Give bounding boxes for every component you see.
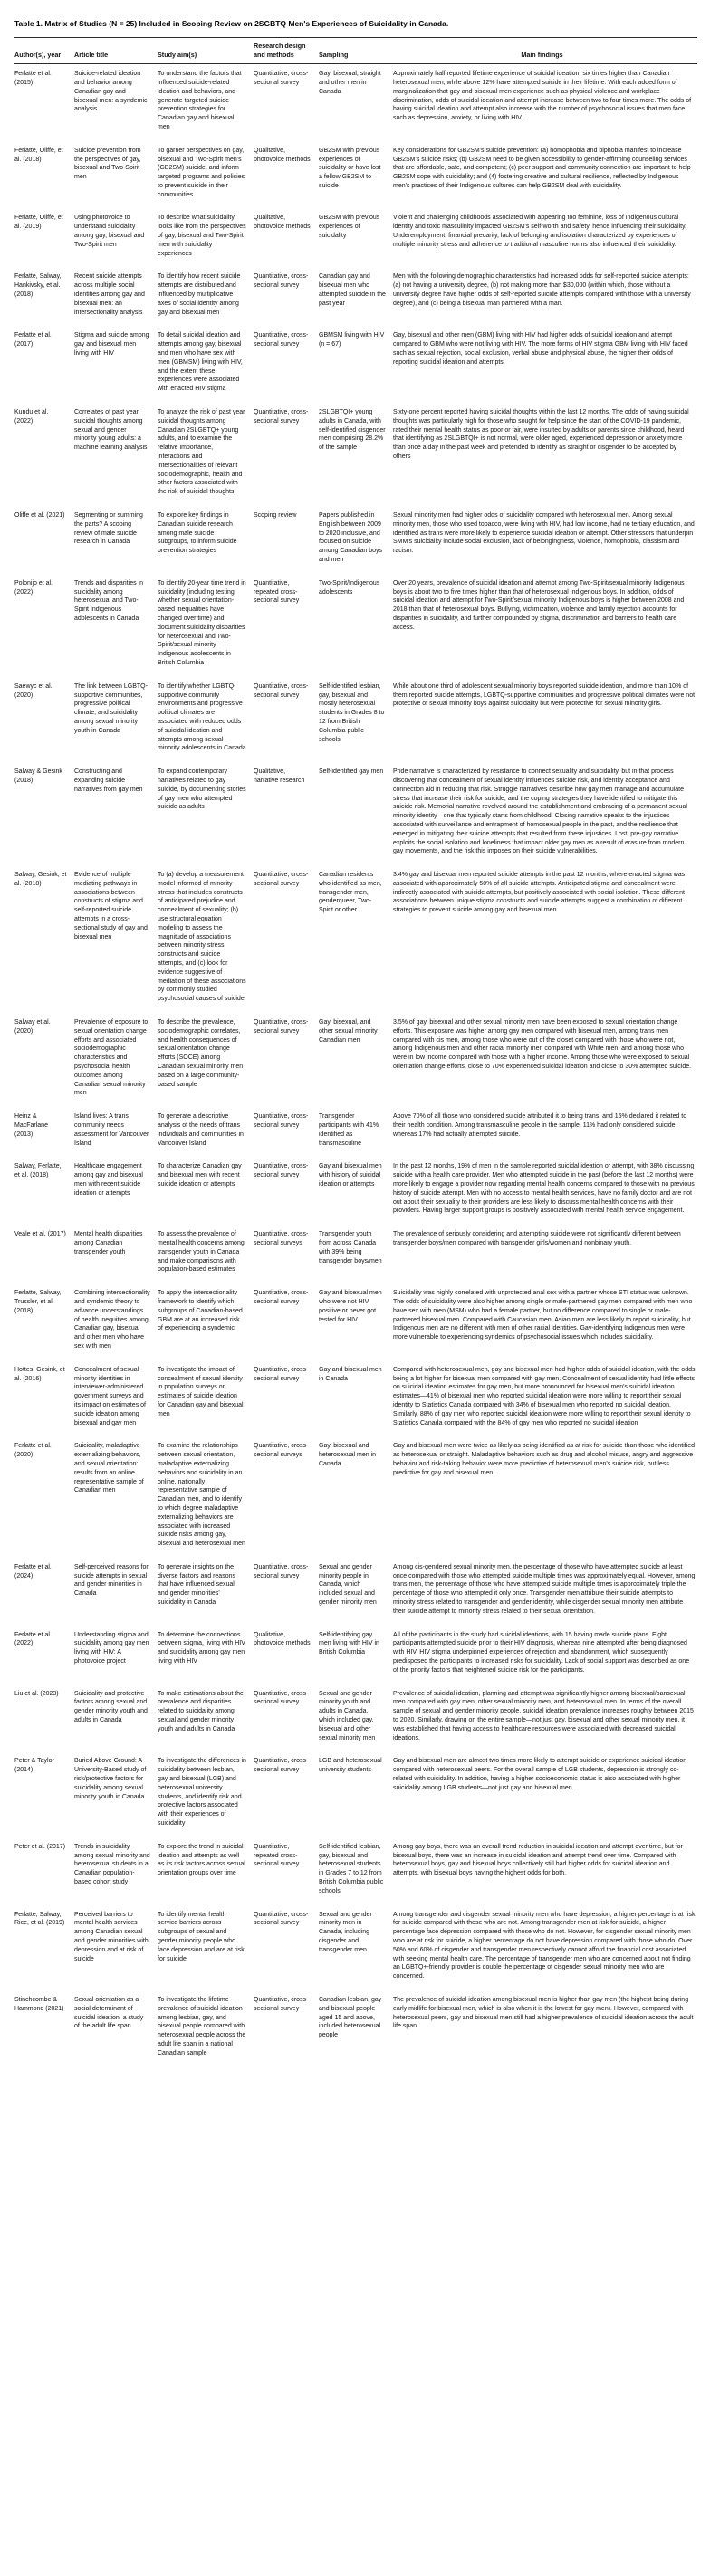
main-findings-cell: Over 20 years, prevalence of suicidal ideation and attempt among Two-Spirit/sexual minority Indigenous boys is about two to five times higher than that of heterosexual Indigenous boys. In addition, odds of suicidal ideation and attempt for Two-Spirit/sexual minority Indigenous boys is higher between 2008 and 2018 than that of heterosexual boys. Bullying, victimization, violence and family rejection accounts for disparities in suicidality, and further compounded by stigma, discrimination and barriers to health care access.	[393, 579, 685, 631]
article-title-cell: Stigma and suicide among gay and bisexual men living with HIV	[74, 332, 149, 358]
table-row	[14, 267, 697, 326]
study-aim-cell: To generate a descriptive analysis of the needs of trans individuals and communities in Vancouver Island	[158, 1113, 244, 1147]
study-aim-cell: To determine the connections between stigma, living with HIV and suicidality among gay men living with HIV	[158, 1631, 245, 1665]
article-title-cell: Segmenting or summing the parts? A scoping review of male suicide research in Canada	[74, 512, 143, 546]
sampling-cell: Gay, bisexual, and other sexual minority Canadian men	[319, 1019, 378, 1044]
author-year-cell: Ferlatte, Salway, Rice, et al. (2019)	[14, 1911, 65, 1927]
table-caption	[14, 19, 697, 29]
article-title-cell: Suicidality and protective factors among sexual and gender minority youth and adults in Canada	[74, 1690, 148, 1724]
table-row	[14, 1283, 697, 1360]
table-row	[14, 1107, 697, 1157]
sampling-cell: Canadian lesbian, gay and bisexual people aged 15 and above, included heterosexual people	[319, 1996, 382, 2039]
study-aim-cell: To characterize Canadian gay and bisexual men with recent suicide ideation or attempts	[158, 1163, 242, 1188]
author-year-cell: Saewyc et al. (2020)	[14, 682, 53, 699]
column-header-sampling: Sampling	[319, 37, 393, 63]
column-header-main-findings: Main findings	[393, 37, 697, 63]
study-aim-cell: To identify 20-year time trend in suicidality (including testing whether sexual orientation-based inequalities have changed over time) and document suicidality disparities for heterosexual and Two-Spirit/sexual minority Indigenous adolescents in British Columbia	[158, 579, 246, 666]
sampling-cell: Sexual and gender minority youth and adults in Canada, which included gay, bisexual and other sexual minority men	[319, 1690, 376, 1741]
table-header-row	[14, 37, 697, 63]
article-title-cell: Evidence of multiple mediating pathways in associations between constructs of stigma and self-reported suicide attempts in a cross-sectional study of gay and bisexual men	[74, 872, 148, 940]
author-year-cell: Ferlatte et al. (2017)	[14, 332, 52, 348]
main-findings-cell: In the past 12 months, 19% of men in the sample reported suicidal ideation or attempt, with 38% discussing suicide with a health care provider. Men who attempted suicide in the past (before the last 12 months) were more likely to engage a provider now regarding mental health concerns compared to those with no previous history of suicide attempt. Men with no access to mental health services, have no family doctor and are not out about their sexuality to their providers are less likely to discuss mental health concerns with their providers. Having larger support groups is positively associated with mental health service engagement.	[393, 1163, 695, 1215]
article-title-cell: Trends in suicidality among sexual minority and heterosexual students in a Canadian population-based cohort study	[74, 1843, 150, 1885]
author-year-cell: Ferlatte, Salway, Hankivsky, et al. (2018)	[14, 273, 62, 299]
article-title-cell: Sexual orientation as a social determinant of suicidal ideation: a study of the adult life span	[74, 1996, 144, 2030]
sampling-cell: Gay, bisexual, straight and other men in Canada	[319, 71, 381, 95]
study-aim-cell: To detail suicidal ideation and attempts among gay, bisexual and men who have sex with men (GBMSM) living with HIV, and the extent these experiences were associated with enacted HIV stigma	[158, 332, 243, 393]
study-aim-cell: To describe the prevalence, sociodemographic correlates, and health consequences of sexual orientation change efforts (SOCE) among Canadian sexual minority men based on a large community-based sample	[158, 1019, 244, 1088]
study-aim-cell: To investigate the differences in suicidality between lesbian, gay and bisexual (LGB) and heterosexual university students, and identify risk and protective factors associated with their experiences of suicidality	[158, 1758, 246, 1827]
article-title-cell: Trends and disparities in suicidality among heterosexual and Two-Spirit Indigenous adolescents in Canada	[74, 579, 144, 622]
author-year-cell: Salway, Gesink, et al. (2018)	[14, 872, 67, 887]
article-title-cell: Correlates of past year suicidal thoughts among sexual and gender minority young adults: a machine learning analysis	[74, 409, 148, 452]
main-findings-cell: The prevalence of seriously considering and attempting suicide were not significantly different between transgender boys/men compared with transgender girls/women and nonbinary youth.	[393, 1231, 681, 1246]
table-row	[14, 1837, 697, 1905]
table-body	[14, 64, 697, 2067]
sampling-cell: Papers published in English between 2009 to 2020 inclusive, and focused on suicide among Canadian boys and men	[319, 512, 383, 563]
design-methods-cell: Quantitative, cross-sectional survey	[254, 71, 309, 86]
author-year-cell: Veale et al. (2017)	[14, 1231, 66, 1238]
sampling-cell: GBMSM living with HIV (n = 67)	[319, 332, 385, 348]
author-year-cell: Salway et al. (2020)	[14, 1019, 51, 1035]
study-aim-cell: To (a) develop a measurement model informed of minority stress that includes constructs of anticipated prejudice and concealment of sexuality; (b) use structural equation modeling to assess the magnitude of associations between minority stress constructs and suicide attempts, and (c) look for evidence suggestive of mediation of these associations by commonly studied psychosocial causes of suicide	[158, 872, 246, 1003]
article-title-cell: Island lives: A trans community needs assessment for Vancouver Island	[74, 1113, 149, 1147]
design-methods-cell: Quantitative, cross-sectional survey	[254, 872, 309, 887]
table-row	[14, 64, 697, 141]
design-methods-cell: Quantitative, cross-sectional surveys	[254, 1443, 309, 1459]
design-methods-cell: Quantitative, cross-sectional survey	[254, 409, 309, 425]
design-methods-cell: Quantitative, cross-sectional survey	[254, 1290, 309, 1305]
table-row	[14, 1626, 697, 1684]
column-header-study-aims: Study aim(s)	[158, 37, 254, 63]
main-findings-cell: Gay, bisexual and other men (GBM) living with HIV had higher odds of suicidal ideation and attempt compared to GBM who were not living with HIV. The more forms of HIV stigma GBM living with HIV faced such as sexual rejection, social exclusion, verbal abuse and physical abuse, the higher their odds of reporting suicidal ideation and attempts.	[393, 332, 688, 366]
table-row	[14, 1751, 697, 1837]
article-title-cell: Using photovoice to understand suicidality among gay, bisexual and Two-Spirit men	[74, 215, 145, 248]
design-methods-cell: Quantitative, cross-sectional survey	[254, 273, 309, 290]
study-aim-cell: To analyze the risk of past year suicidal thoughts among Canadian 2SLGBTQ+ young adults, and to examine the relative importance, interactions and intersectionalities of relevant sociodemographic, health and other factors associated with the risk of suicidal thoughts	[158, 409, 245, 496]
sampling-cell: Gay and bisexual men with history of suicidal ideation or attempts	[319, 1163, 382, 1188]
sampling-cell: Sexual and gender minority people in Canada, which included sexual and gender minority men	[319, 1563, 377, 1607]
article-title-cell: The link between LGBTQ-supportive communities, progressive political climate, and suicidality among sexual minority youth in Canada	[74, 682, 148, 734]
sampling-cell: GB2SM with previous experiences of suicidality	[319, 215, 380, 240]
table-row	[14, 1360, 697, 1437]
main-findings-cell: Violent and challenging childhoods associated with appearing too feminine, loss of Indigenous cultural identity and toxic masculinity impacted GB2SM's self-worth and safety, hence influencing their suicidality. Underemployment, financial precarity, lack of belonging and isolation characterized by experiences of multiple minority stress and adherence to traditional masculine norms also influenced their suicidality.	[393, 215, 687, 248]
table-title: Matrix of Studies (N = 25) Included in Scoping Review on 2SGBTQ Men's Experiences of Suicidality in Canada.	[44, 18, 449, 28]
table-row	[14, 403, 697, 506]
design-methods-cell: Quantitative, cross-sectional survey	[254, 682, 309, 699]
table-row	[14, 1990, 697, 2067]
author-year-cell: Ferlatte et al. (2024)	[14, 1563, 52, 1579]
article-title-cell: Suicide-related ideation and behavior among Canadian gay and bisexual men: a syndemic analysis	[74, 71, 148, 113]
study-aim-cell: To understand the factors that influenced suicide-related ideation and behaviors, and generate targeted suicide prevention strategies for Canadian gay and bisexual men	[158, 71, 242, 130]
table-row	[14, 208, 697, 267]
sampling-cell: GB2SM with previous experiences of suicidality or have lost a fellow GB2SM to suicide	[319, 147, 381, 189]
design-methods-cell: Quantitative, cross-sectional survey	[254, 1758, 309, 1774]
main-findings-cell: Pride narrative is characterized by resistance to connect sexuality and suicidality, but in that process discovering that concealment of sexual identity influences suicide risk, and identity acceptance and connection aid in reducing that risk. Struggle narratives describe how gay men manage and accumulate stress that increase their risk for suicide, and the coping strategies they have identified to mitigate this suicide risk. Memorial narrative revolved around the establishment and embracing of a permanent sexual minority identity—one that typically starts from childhood. Closing narrative speaks to the injustices associated with surveillance and entrapment of homosexual people in the past, and the resilience that emerged in mitigating their suicide attempts that resulted from these injustices. Lost, pre-gay narrative exploits the social isolation and loneliness that impact older gay men as a result of erasure from modern gay movements, and the risk this imposes on their suicide vulnerabilities.	[393, 768, 687, 855]
article-title-cell: Prevalence of exposure to sexual orientation change efforts and associated sociodemographic characteristics and psychosocial health outcomes among Canadian sexual minority men	[74, 1019, 149, 1097]
study-aim-cell: To describe what suicidality looks like from the perspectives of gay, bisexual and Two-Spirit men with suicidality experiences	[158, 215, 246, 257]
main-findings-cell: The prevalence of suicidal ideation among bisexual men is higher than gay men (the highest being during early midlife for bisexual men, which is also when it is the lowest for gay men). However, compared with heterosexual peers, gay and bisexual men still had a higher prevalence of suicidal ideation across the adult life span.	[393, 1996, 694, 2030]
main-findings-cell: Gay and bisexual men were twice as likely as being identified as at risk for suicide than those who identified as heterosexual or straight. Maladaptive behaviors such as drug and alcohol misuse, angry and aggressive behavior and risk-taking behavior were more predictive of heterosexual men's suicide risk, but less predictive for gay and bisexual men.	[393, 1443, 696, 1476]
design-methods-cell: Quantitative, cross-sectional survey	[254, 332, 309, 348]
study-aim-cell: To identify whether LGBTQ-supportive community environments and progressive political climates are associated with reduced odds of suicidal ideation and attempts among sexual minority adolescents in Canada	[158, 682, 246, 752]
study-aim-cell: To make estimations about the prevalence and disparities related to suicidality among sexual and gender minority youth and adults in Canada	[158, 1690, 244, 1732]
study-aim-cell: To examine the relationships between sexual orientation, maladaptive externalizing behaviors and suicidality in an online, nationally representative sample of Canadian men, and to identify to which degree maladaptive externalizing behaviors are associated with increased suicide risks among gay, bisexual and heterosexual men	[158, 1443, 245, 1548]
sampling-cell: LGB and heterosexual university students	[319, 1758, 382, 1774]
article-title-cell: Perceived barriers to mental health services among Canadian sexual and gender minorities with depression and at risk of suicide	[74, 1911, 149, 1962]
design-methods-cell: Qualitative, photovoice methods	[254, 215, 311, 231]
table-row	[14, 1157, 697, 1225]
author-year-cell: Heinz & MacFarlane (2013)	[14, 1113, 48, 1138]
study-aim-cell: To explore the trend in suicidal ideation and attempts as well as its risk factors across sexual orientation groups over time	[158, 1843, 245, 1877]
sampling-cell: Canadian gay and bisexual men who attempted suicide in the past year	[319, 273, 386, 307]
table-row	[14, 1225, 697, 1283]
design-methods-cell: Scoping review	[254, 512, 297, 519]
table-row	[14, 865, 697, 1013]
article-title-cell: Healthcare engagement among gay and bisexual men with recent suicide ideation or attempts	[74, 1163, 143, 1197]
main-findings-cell: Among cis-gendered sexual minority men, the percentage of those who have attempted suicide at least once compared with those who attempted suicide multiple times was approximately equal. However, among trans men, the percentage of those who have attempted suicide multiple times is approximately triple the percentage of those who attempted it only once. Transgender men attribute their suicide attempts to minority stress related to transgender and gender identity, while cisgender sexual minority men attribute their suicide attempt to minority stress related to their sexual orientation.	[393, 1563, 696, 1615]
main-findings-cell: Compared with heterosexual men, gay and bisexual men had higher odds of suicidal ideation, with the odds being a lot higher for bisexual men compared with gay men. Concealment of sexual identity had little effects on suicidal ideation estimates for gay men, but more pronounced for bisexual men's suicidal ideation estimates—41% of bisexual men who reported suicidal ideation were more willing to report their sexual identity to Statistics Canada compared with 34% of bisexual men who reported no suicidal ideation. Similarly, 88% of gay men who reported suicidal ideation were more willing to report their sexual identity to Statistics Canada compared with the 84% of gay men who reported no suicidal ideation	[393, 1366, 696, 1426]
author-year-cell: Ferlatte et al. (2020)	[14, 1443, 52, 1459]
author-year-cell: Hottes, Gesink, et al. (2016)	[14, 1366, 65, 1382]
article-title-cell: Suicide prevention from the perspectives of gay, bisexual and Two-Spirit men	[74, 147, 141, 181]
article-title-cell: Concealment of sexual minority identities in interviewer-administered government surveys and its impact on estimates of suicide ideation among bisexual and gay men	[74, 1366, 146, 1426]
study-aim-cell: To garner perspectives on gay, bisexual and Two-Spirit men's (GB2SM) suicide, and inform targeted programs and policies to prevent suicide in their communities	[158, 147, 245, 198]
main-findings-cell: Sixty-one percent reported having suicidal thoughts within the last 12 months. The odds of having suicidal thoughts was particularly high for those who sought for help since the start of the COVID-19 pandemic, rated their mental health status as poor or fair, were insulted by adults or parents since childhood, heard that identifying as 2SLGBTQI+ is not normal, were older aged, experienced depression or anxiety more than once a day in the past week and pretended to identify as straight or cisgender to be accepted by others	[393, 409, 689, 461]
sampling-cell: Self-identified lesbian, gay, bisexual and mostly heterosexual students in Grades 8 to 12 from British Columbia public schools	[319, 682, 385, 743]
study-aim-cell: To investigate the impact of concealment of sexual identity in population surveys on estimates of suicide ideation for Canadian gay and bisexual men	[158, 1366, 244, 1417]
design-methods-cell: Quantitative, cross-sectional survey	[254, 1563, 309, 1579]
design-methods-cell: Quantitative, cross-sectional surveys	[254, 1231, 309, 1246]
table-row	[14, 762, 697, 865]
study-aim-cell: To explore key findings in Canadian suicide research among male suicide subgroups, to inform suicide prevention strategies	[158, 512, 237, 555]
studies-matrix-table	[14, 37, 697, 2067]
table-row	[14, 1436, 697, 1558]
author-year-cell: Kundu et al. (2022)	[14, 409, 49, 425]
sampling-cell: Self-identified lesbian, gay, bisexual and heterosexual students in Grades 7 to 12 from British Columbia public schools	[319, 1843, 384, 1894]
main-findings-cell: All of the participants in the study had suicidal ideations, with 15 having made suicide plans. Eight participants attempted suicide prior to their HIV diagnosis, whereas nine attempted after being diagnosed with HIV. HIV stigma underpinned experiences of rejection and abandonment, which subsequently predisposed the participants to increased risks for suicidality. Lack of social support was described as one of the priority factors that heightened suicide risk for the participants.	[393, 1631, 690, 1674]
design-methods-cell: Quantitative, cross-sectional survey	[254, 1996, 309, 2012]
author-year-cell: Ferlatte et al. (2015)	[14, 71, 52, 86]
main-findings-cell: Suicidality was highly correlated with unprotected anal sex with a partner whose STI status was unknown. The odds of suicidality were also higher among single or male-partnered gay men compared with men who have sex with men (MSM) who had a female partner, but no difference compared to single or male-partnered bisexual men. Compared with Caucasian men, Asian men are less likely to report suicidality, but Indigenous men are no different with men of other racial identities. Gay-identifying Indigenous men were more vulnerable to experiencing syndemics of psychosocial issues which includes suicidality.	[393, 1290, 693, 1341]
sampling-cell: Gay and bisexual men who were not HIV positive or never got tested for HIV	[319, 1290, 382, 1323]
author-year-cell: Peter et al. (2017)	[14, 1843, 66, 1850]
author-year-cell: Ferlatte, Oliffe, et al. (2019)	[14, 215, 63, 231]
sampling-cell: Gay and bisexual men in Canada	[319, 1366, 382, 1382]
main-findings-cell: Men with the following demographic characteristics had increased odds for self-reported suicide attempts: (a) not having a university degree, (b) not making more than $30,000 (within which, those without a university degree have higher odds of self-reported suicide attempts compared with those with a university degree), and (c) being a bisexual man partnered with a man.	[393, 273, 691, 307]
main-findings-cell: 3.4% gay and bisexual men reported suicide attempts in the past 12 months, where enacted stigma was associated with approximately 50% of all suicide attempts. Anticipated stigma and concealment were indirectly associated with suicide attempts, but positively associated with social isolation. These different associations between unique stigma constructs and suicide attempts suggest a combination of different strategies to prevent suicide among gay and bisexual men.	[393, 872, 686, 914]
study-aim-cell: To generate insights on the diverse factors and reasons that have influenced sexual and gender minorities' suicidality in Canada	[158, 1563, 235, 1607]
study-aim-cell: To expand contemporary narratives related to gay suicide, by documenting stories of gay men who attempted suicide as adults	[158, 768, 246, 811]
table-row	[14, 506, 697, 574]
main-findings-cell: Among transgender and cisgender sexual minority men who have depression, a higher percentage is at risk for suicide compared with those who are not. Among transgender men at risk for suicide, a higher percentage face depression compared with those who do not. However, for cisgender sexual minority men who are at risk for suicide, a higher percentage do not have depression compared with those who do. Over 50% and 60% of cisgender and transgender men respectively cannot afford the financial cost associated with seeking mental health care. The percentage of transgender men who are concerned about not finding an LGBTQ+-friendly provider is double the percentage of cisgender sexual minority men who are concerned.	[393, 1911, 696, 1980]
table-row	[14, 1684, 697, 1752]
table-label: Table 1.	[14, 18, 43, 28]
author-year-cell: Peter & Taylor (2014)	[14, 1758, 54, 1774]
sampling-cell: Transgender youth from across Canada with 39% being transgender boys/men	[319, 1231, 382, 1264]
sampling-cell: Gay, bisexual and heterosexual men in Canada	[319, 1443, 377, 1467]
sampling-cell: 2SLGBTQI+ young adults in Canada, with self-identified cisgender men comprising 28.2% of the sample	[319, 409, 386, 452]
main-findings-cell: Key considerations for GB2SM's suicide prevention: (a) homophobia and biphobia manifest to increase GB2SM's suicide risks; (b) GB2SM need to be given accessibility to gender-affirming counseling services that are affordable, safe, and competent; (c) peer support and community connection are important to help GB2SM cope with suicidality; and (4) fostering creative and cultural resilience, reflected by Indigenous men's practices of their Indigenous cultures can help GB2SM deal with suicidality.	[393, 147, 691, 189]
main-findings-cell: Approximately half reported lifetime experience of suicidal ideation, six times higher than Canadian heterosexual men, while above 12% have attempted suicide in their lifetime. With each added form of marginalization that gay and bisexual men experience such as physical violence and workplace discrimination, odds of suicidal ideation and attempt increase between two to four times more. The odds of having suicidal ideation and attempt also increase with the number of psychosocial issues that men face such as depression, anxiety, or living with HIV.	[393, 71, 692, 122]
study-aim-cell: To apply the intersectionality framework to identify which subgroups of Canadian-based GBM are at an increased risk of experiencing a syndemic	[158, 1290, 243, 1332]
author-year-cell: Salway & Gesink (2018)	[14, 768, 62, 784]
study-aim-cell: To assess the prevalence of mental health concerns among transgender youth in Canada and make comparisons with population-based estimates	[158, 1231, 245, 1274]
article-title-cell: Buried Above Ground: A University-Based study of risk/protective factors for suicidality among sexual minority youth in Canada	[74, 1758, 147, 1800]
column-header-author-year: Author(s), year	[14, 37, 74, 63]
article-title-cell: Suicidality, maladaptive externalizing behaviors, and sexual orientation: results from an online representative sample of Canadian men	[74, 1443, 144, 1494]
table-row	[14, 677, 697, 762]
author-year-cell: Polonijo et al. (2022)	[14, 579, 53, 596]
table-row	[14, 326, 697, 403]
sampling-cell: Sexual and gender minority men in Canada, including cisgender and transgender men	[319, 1911, 372, 1953]
design-methods-cell: Quantitative, repeated cross-sectional survey	[254, 1843, 300, 1868]
design-methods-cell: Quantitative, repeated cross-sectional survey	[254, 579, 300, 605]
study-aim-cell: To identify mental health service barriers across subgroups of sexual and gender minority people who face depression and are at risk for suicide	[158, 1911, 245, 1962]
sampling-cell: Transgender participants with 41% identified as transmasculine	[319, 1113, 379, 1147]
design-methods-cell: Quantitative, cross-sectional survey	[254, 1019, 309, 1035]
design-methods-cell: Qualitative, narrative research	[254, 768, 305, 784]
article-title-cell: Constructing and expanding suicide narratives from gay men	[74, 768, 143, 793]
table-head	[14, 37, 697, 63]
sampling-cell: Canadian residents who identified as men, transgender men, genderqueer, Two-Spirit or other	[319, 872, 382, 914]
table-row	[14, 1905, 697, 1990]
design-methods-cell: Quantitative, cross-sectional survey	[254, 1366, 309, 1382]
column-header-research-design: Research design and methods	[254, 37, 319, 63]
author-year-cell: Ferlatte, Oliffe, et al. (2018)	[14, 147, 63, 163]
design-methods-cell: Qualitative, photovoice methods	[254, 1631, 311, 1647]
article-title-cell: Self-perceived reasons for suicide attempts in sexual and gender minorities in Canada	[74, 1563, 149, 1598]
table-row	[14, 1558, 697, 1626]
main-findings-cell: Gay and bisexual men are almost two times more likely to attempt suicide or experience suicidal ideation compared with heterosexual peers. For the overall sample of LGB students, depression is strongly co-related with suicidality. In addition, having a higher socioeconomic status is also associated with higher suicidality among LGB students—not just gay and bisexual men.	[393, 1758, 687, 1791]
author-year-cell: Stinchcombe & Hammond (2021)	[14, 1996, 64, 2012]
table-row	[14, 141, 697, 209]
main-findings-cell: 3.5% of gay, bisexual and other sexual minority men have been exposed to sexual orientation change efforts. This exposure was higher among gay men compared with bisexual men, among trans men compared with cis men, among those who were out of the closet compared with those who were not, among Indigenous men and other racial minority men compared with White men, and among those who were in low income compared with those with a higher income. Among those who were exposed to sexual orientation change efforts, close to 70% experienced suicidal ideation and close to 30% attempted suicide.	[393, 1019, 692, 1071]
design-methods-cell: Quantitative, cross-sectional survey	[254, 1690, 309, 1706]
study-aim-cell: To investigate the lifetime prevalence of suicidal ideation among lesbian, gay, and bisexual people compared with heterosexual people across the adult life span in a national Canadian sample	[158, 1996, 246, 2056]
sampling-cell: Self-identifying gay men living with HIV in British Columbia	[319, 1631, 379, 1656]
author-year-cell: Ferlatte, Salway, Trussler, et al. (2018)	[14, 1290, 62, 1314]
main-findings-cell: Sexual minority men had higher odds of suicidality compared with heterosexual men. Among sexual minority men, those who used tobacco, were living with HIV, had low income, had no tertiary education, and identified as trans were more likely to experience suicidal ideation or attempt. Other stressors that underpin SMM's suicidality include social exclusion, lack of belongingness, violence, homophobia, classism and racism.	[393, 512, 695, 555]
column-header-article-title: Article title	[74, 37, 158, 63]
main-findings-cell: Above 70% of all those who considered suicide attributed it to being trans, and 15% declared it related to their health condition. Among transmasculine people in the sample, 11% had only considered suicide, whereas 17% had actually attempted suicide.	[393, 1113, 687, 1138]
article-title-cell: Mental health disparities among Canadian transgender youth	[74, 1231, 143, 1255]
design-methods-cell: Quantitative, cross-sectional survey	[254, 1911, 309, 1927]
author-year-cell: Oliffe et al. (2021)	[14, 512, 65, 519]
sampling-cell: Self-identified gay men	[319, 768, 384, 776]
article-title-cell: Understanding stigma and suicidality among gay men living with HIV: A photovoice project	[74, 1631, 149, 1665]
table-row	[14, 1013, 697, 1107]
main-findings-cell: Among gay boys, there was an overall trend reduction in suicidal ideation and attempt over time, but for bisexual boys, there was an increase in suicidal ideation and attempt trend over time. Compared with heterosexual boys, gay and bisexual boys collectively still had higher odds for suicidal ideation and attempts, with bisexual boys having the highest odds for both.	[393, 1843, 683, 1877]
design-methods-cell: Qualitative, photovoice methods	[254, 147, 311, 163]
main-findings-cell: Prevalence of suicidal ideation, planning and attempt was significantly higher among bisexual/pansexual men compared with gay men, other sexual minority men, and heterosexual men. In terms of the overall sample of sexual and gender minority people, suicidal ideation prevalence increases roughly between 2015 to 2020. Similarly, drawing on the entire sample—not just gay, bisexual and other sexual minority men, it was established that having access to healthcare resources were associated with decreased suicidal ideations.	[393, 1690, 694, 1741]
article-title-cell: Combining intersectionality and syndemic theory to advance understandings of health inequities among Canadian gay, bisexual and other men who have sex with men	[74, 1290, 150, 1350]
study-aim-cell: To identify how recent suicide attempts are distributed and influenced by multiplicative axes of social identity among gay and bisexual men	[158, 273, 241, 316]
design-methods-cell: Quantitative, cross-sectional survey	[254, 1113, 309, 1130]
author-year-cell: Liu et al. (2023)	[14, 1690, 59, 1697]
author-year-cell: Ferlatte et al. (2022)	[14, 1631, 52, 1647]
author-year-cell: Salway, Ferlatte, et al. (2018)	[14, 1163, 62, 1179]
article-title-cell: Recent suicide attempts across multiple social identities among gay and bisexual men: an intersectionality analysis	[74, 273, 145, 316]
table-row	[14, 574, 697, 677]
design-methods-cell: Quantitative, cross-sectional survey	[254, 1163, 309, 1179]
sampling-cell: Two-Spirit/Indigenous adolescents	[319, 579, 380, 596]
main-findings-cell: While about one third of adolescent sexual minority boys reported suicide ideation, and more than 10% of them reported suicide attempts, LGBTQ-supportive communities and progressive political climates were not protective of sexual minority boys against suicidality but were protective for sexual minority girls.	[393, 682, 696, 708]
